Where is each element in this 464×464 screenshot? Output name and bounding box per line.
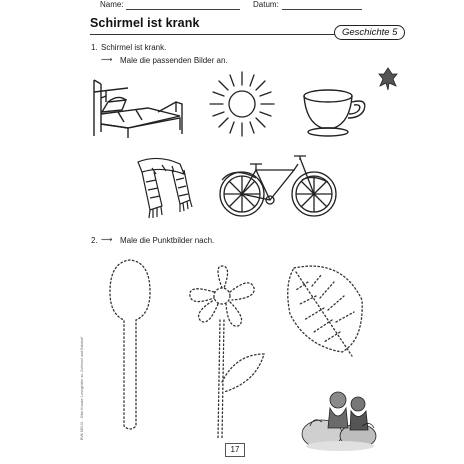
- page-number: 17: [225, 443, 245, 457]
- name-label: Name:: [100, 0, 124, 9]
- task2-number: 2.: [91, 236, 98, 245]
- task2-instruction: Male die Punktbilder nach.: [120, 236, 215, 245]
- sun-icon: [206, 68, 278, 140]
- date-line: [282, 9, 362, 10]
- leaf-outline: [282, 260, 366, 370]
- bicycle-icon: [216, 148, 340, 222]
- story-badge: Geschichte 5: [334, 25, 405, 40]
- task1-number: 1.: [91, 43, 98, 52]
- scarf-icon: [128, 152, 196, 222]
- pencil-arrow-icon: ⟿: [101, 55, 113, 64]
- worksheet-title: Schirmel ist krank: [90, 16, 200, 30]
- children-illustration: [300, 386, 380, 452]
- task1-instruction: Male die passenden Bilder an.: [120, 56, 228, 65]
- bed-icon: [88, 72, 188, 142]
- pencil-arrow-icon-2: ⟿: [101, 235, 113, 244]
- spoon-outline: [100, 256, 160, 436]
- copyright-note: BVK DE101 · Silke Krause: Lesegeister zu „Schirmel und Ostwind“: [80, 336, 84, 440]
- date-label: Datum:: [253, 0, 279, 9]
- flower-outline: [176, 262, 270, 442]
- task1-heading: Schirmel ist krank.: [101, 43, 167, 52]
- autumn-leaf-icon: [378, 66, 398, 92]
- name-line: [126, 9, 240, 10]
- title-rule: [90, 34, 338, 35]
- teacup-icon: [300, 88, 372, 138]
